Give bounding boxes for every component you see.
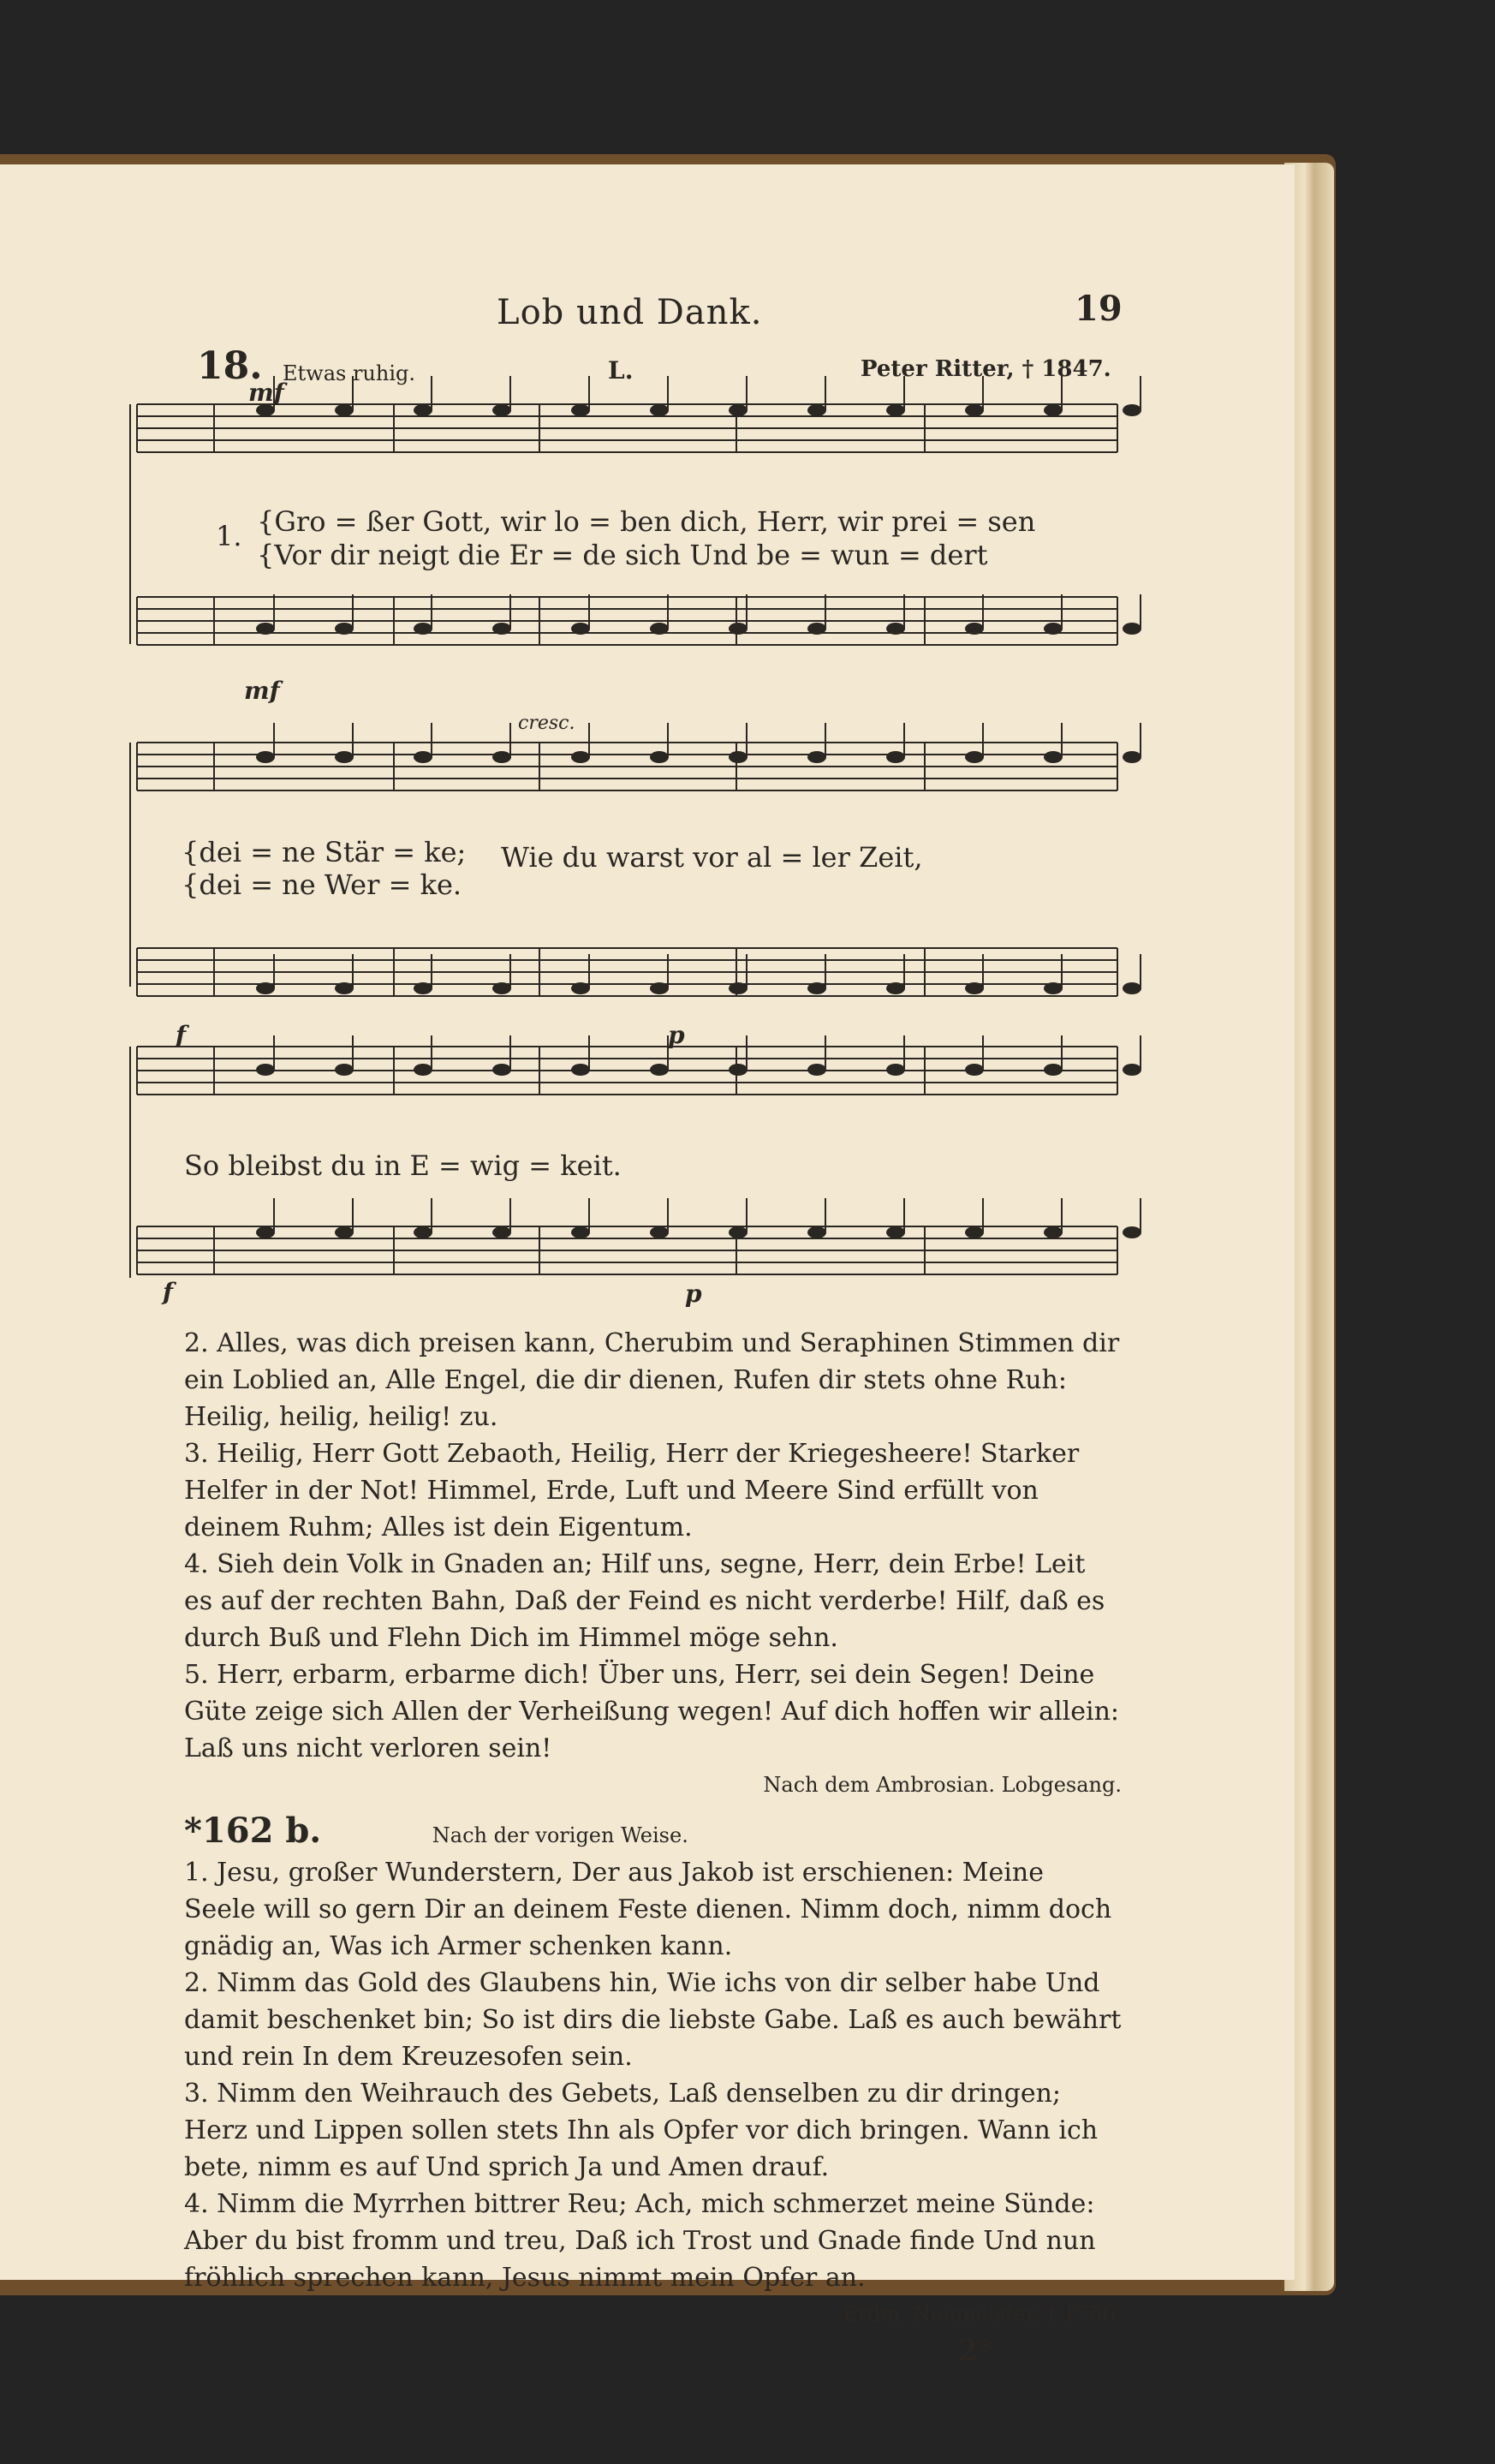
dynamic-cresc: cresc. — [518, 713, 575, 734]
note-head — [1123, 404, 1141, 416]
note-head — [414, 404, 432, 416]
note-head — [414, 623, 432, 635]
verse-number: 1. — [216, 520, 242, 552]
note-head — [492, 404, 511, 416]
note-head — [1044, 623, 1063, 635]
note-head — [886, 751, 905, 763]
note-head — [1123, 1064, 1141, 1076]
note-head — [886, 1064, 905, 1076]
note-head — [729, 404, 748, 416]
note-head — [492, 1226, 511, 1238]
note-head — [256, 1064, 275, 1076]
note-head — [1123, 1226, 1141, 1238]
author-credit: Erdm. Neumeister, † 1756. — [842, 2302, 1122, 2326]
hymn2-heading — [184, 1812, 1122, 1854]
note-head — [807, 1226, 826, 1238]
note-head — [965, 982, 984, 994]
note-head — [650, 1064, 669, 1076]
note-head — [650, 982, 669, 994]
verse-paragraph: 3. Nimm den Weihrauch des Gebets, Laß denselben zu dir dringen; Herz und Lippen sollen stets Ihn als Opfer vor dich bringen. Wann ich bete, nimm es auf Und sprich Ja und Amen drauf. — [184, 2079, 1099, 2182]
dynamic-mf: mf — [244, 677, 280, 705]
lyric-line: {Gro = ßer Gott, wir lo = ben dich, Herr, wir prei = sen — [257, 505, 1036, 538]
source-note: Nach dem Ambrosian. Lobgesang. — [763, 1773, 1122, 1797]
note-head — [965, 1226, 984, 1238]
note-head — [571, 1226, 590, 1238]
dynamic-f: f — [176, 1021, 187, 1049]
verse-paragraph: 3. Heilig, Herr Gott Zebaoth, Heilig, Herr der Kriegesheere! Starker Helfer in der Not! Himmel, Erde, Luft und Meere Sind erfüllt von deinem Ruhm; Alles ist dein Eigentum. — [184, 1439, 1080, 1542]
note-head — [965, 623, 984, 635]
running-header: Lob und Dank. — [497, 293, 763, 332]
verse-paragraph: 1. Jesu, großer Wunderstern, Der aus Jakob ist erschienen: Meine Seele will so gern Dir an deinem Feste dienen. Nimm doch, nimm doch gnädig an, Was ich Armer schenken kann. — [184, 1858, 1112, 1961]
lyric-line: {dei = ne Stär = ke; — [182, 836, 467, 868]
hymn2-tune-note: Nach der vorigen Weise. — [432, 1823, 688, 1847]
note-head — [650, 404, 669, 416]
note-head — [1044, 751, 1063, 763]
note-head — [729, 1226, 748, 1238]
lyric-line: So bleibst du in E = wig = keit. — [184, 1149, 622, 1182]
note-head — [729, 623, 748, 635]
note-head — [256, 1226, 275, 1238]
note-head — [807, 623, 826, 635]
verse-paragraph: 4. Sieh dein Volk in Gnaden an; Hilf uns, segne, Herr, dein Erbe! Leit es auf der rechten Bahn, Daß der Feind es nicht verderbe! Hilf, daß es durch Buß und Flehn Dich im Himmel möge sehn. — [184, 1549, 1105, 1653]
verse-paragraph: 2. Alles, was dich preisen kann, Cherubim und Seraphinen Stimmen dir ein Loblied an, Alle Engel, die dir dienen, Rufen dir stets ohne Ruh: Heilig, heilig, heilig! zu. — [184, 1328, 1120, 1432]
note-head — [807, 751, 826, 763]
note-head — [886, 1226, 905, 1238]
book-page — [0, 164, 1295, 2368]
note-head — [650, 1226, 669, 1238]
note-head — [1123, 982, 1141, 994]
note-head — [965, 404, 984, 416]
note-head — [256, 623, 275, 635]
note-head — [335, 623, 354, 635]
note-head — [807, 1064, 826, 1076]
lyric-line: {Vor dir neigt die Er = de sich Und be = wun = dert — [257, 539, 988, 571]
note-head — [886, 982, 905, 994]
note-head — [335, 1226, 354, 1238]
note-head — [414, 751, 432, 763]
note-head — [335, 404, 354, 416]
note-head — [650, 751, 669, 763]
meter-marking: L. — [608, 356, 634, 385]
note-head — [256, 982, 275, 994]
note-head — [492, 1064, 511, 1076]
note-head — [729, 1064, 748, 1076]
note-head — [965, 751, 984, 763]
tempo-marking: Etwas ruhig. — [283, 361, 416, 385]
hymn2-number: *162 b. — [184, 1811, 322, 1851]
note-head — [571, 623, 590, 635]
note-head — [807, 404, 826, 416]
note-head — [492, 623, 511, 635]
note-head — [729, 751, 748, 763]
dynamic-p: p — [685, 1280, 702, 1308]
lyric-line: {dei = ne Wer = ke. — [182, 868, 462, 901]
lyric-line: Wie du warst vor al = ler Zeit, — [501, 841, 923, 874]
note-head — [1044, 1226, 1063, 1238]
note-head — [729, 982, 748, 994]
note-head — [1123, 751, 1141, 763]
note-head — [571, 1064, 590, 1076]
note-head — [414, 1226, 432, 1238]
page-number: 19 — [1075, 289, 1123, 329]
note-head — [1123, 623, 1141, 635]
note-head — [414, 1064, 432, 1076]
note-head — [571, 404, 590, 416]
note-head — [492, 982, 511, 994]
composer-credit: Peter Ritter, † 1847. — [861, 356, 1111, 382]
verses-block — [184, 1325, 1122, 2370]
dynamic-mf: mf — [248, 379, 284, 407]
note-head — [571, 751, 590, 763]
note-head — [256, 751, 275, 763]
verse-paragraph: 2. Nimm das Gold des Glaubens hin, Wie ichs von dir selber habe Und damit beschenket bin; So ist dirs die liebste Gabe. Laß es auch bewährt und rein In dem Kreuzesofen sein. — [184, 1968, 1122, 2072]
note-head — [571, 982, 590, 994]
note-head — [886, 623, 905, 635]
note-head — [965, 1064, 984, 1076]
verse-paragraph: 5. Herr, erbarm, erbarme dich! Über uns, Herr, sei dein Segen! Deine Güte zeige sich Allen der Verheißung wegen! Auf dich hoffen wir allein: Laß uns nicht verloren sein! — [184, 1660, 1120, 1763]
signature-mark: 2* — [957, 2334, 993, 2368]
note-head — [886, 404, 905, 416]
note-head — [492, 751, 511, 763]
note-head — [1044, 404, 1063, 416]
note-head — [650, 623, 669, 635]
note-head — [335, 982, 354, 994]
dynamic-p: p — [668, 1021, 685, 1049]
hymn-number: 18. — [197, 344, 263, 388]
note-head — [335, 1064, 354, 1076]
dynamic-f: f — [163, 1278, 174, 1306]
note-head — [414, 982, 432, 994]
note-head — [807, 982, 826, 994]
note-head — [1044, 1064, 1063, 1076]
note-head — [1044, 982, 1063, 994]
verse-paragraph: 4. Nimm die Myrrhen bittrer Reu; Ach, mich schmerzet meine Sünde: Aber du bist fromm und treu, Daß ich Trost und Gnade finde Und nun fröhlich sprechen kann, Jesus nimmt mein Opfer an. — [184, 2189, 1096, 2293]
note-head — [335, 751, 354, 763]
